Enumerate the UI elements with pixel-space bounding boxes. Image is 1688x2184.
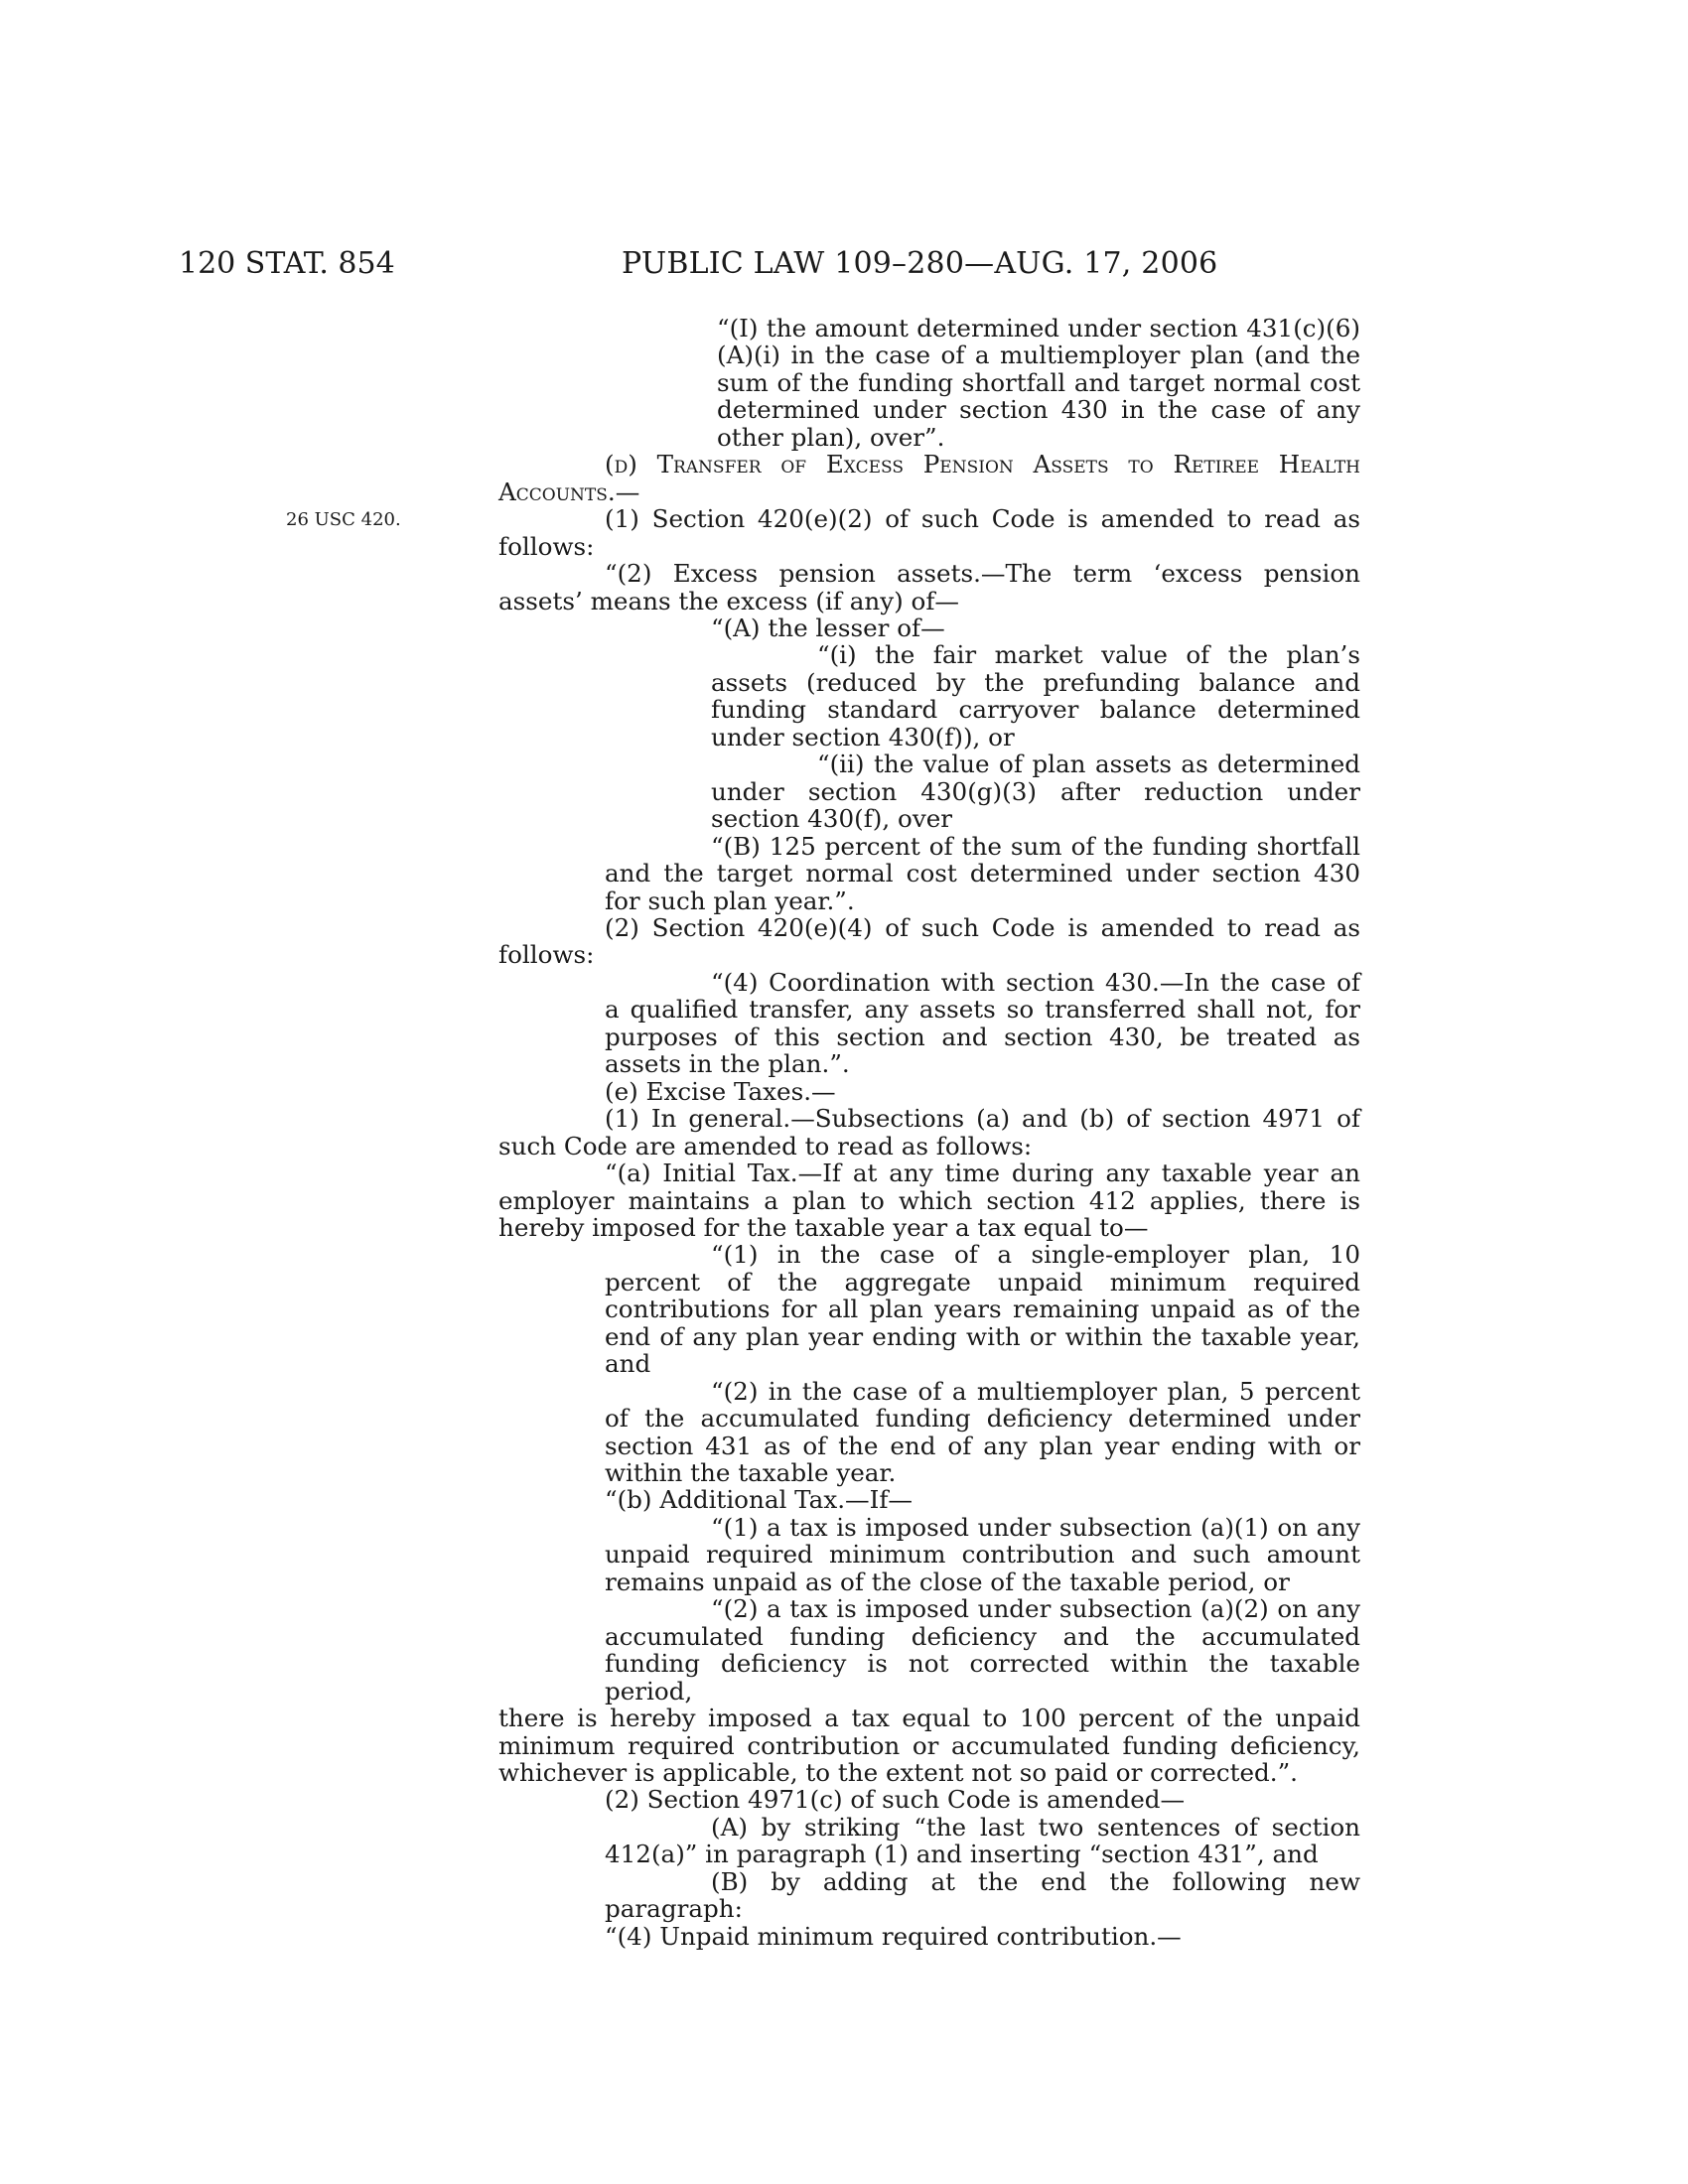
paragraph-17: “(1) a tax is imposed under subsection (a)(1) on any unpaid required minimum contribution and such amount remains unpaid as of the close of the taxable period, or [605,1512,1360,1596]
paragraph-10: “(4) Coordination with section 430.—In the case of a qualified transfer, any assets so transferred shall not, for purposes of this section and section 430, be treated as assets in the plan.”. [605,967,1360,1079]
paragraph-14: “(1) in the case of a single-employer plan, 10 percent of the aggregate unpaid minimum required contributions for all plan years remaining unpaid as of the end of any plan year ending with or within the taxable year, and [605,1240,1360,1379]
paragraph-21: (A) by striking “the last two sentences of section 412(a)” in paragraph (1) and inserting “section 431”, and [605,1812,1360,1869]
paragraph-9: (2) Section 420(e)(4) of such Code is amended to read as follows: [498,912,1360,970]
paragraph-11: (e) Excise Taxes.— [605,1076,836,1106]
paragraph-22: (B) by adding at the end the following new paragraph: [605,1866,1360,1924]
document-body [498,315,1360,1950]
paragraph-23: “(4) Unpaid minimum required contribution.— [605,1921,1182,1951]
paragraph-3: (1) Section 420(e)(2) of such Code is amended to read as follows: [498,504,1360,561]
paragraph-6: “(i) the fair market value of the plan’s assets (reduced by the prefunding balance and funding standard carryover balance determined under section 430(f)), or [711,640,1360,751]
paragraph-18: “(2) a tax is imposed under subsection (a)(2) on any accumulated funding deficiency and the accumulated funding deficiency is not corrected within the taxable period, [605,1594,1360,1706]
paragraph-2: (d) Transfer of Excess Pension Assets to Retiree Health Accounts.— [498,450,1360,506]
margin-citation: 26 USC 420. [286,509,401,530]
paragraph-8: “(B) 125 percent of the sum of the funding shortfall and the target normal cost determined under section 430 for such plan year.”. [605,831,1360,915]
paragraph-16: “(b) Additional Tax.—If— [605,1485,914,1515]
page-header [0,246,1688,286]
paragraph-5: “(A) the lesser of— [711,613,945,642]
paragraph-15: “(2) in the case of a multiemployer plan, 5 percent of the accumulated funding deficiency determined under section 431 as of the end of any plan year ending with or within the taxable year. [605,1376,1360,1488]
paragraph-12: (1) In general.—Subsections (a) and (b) of section 4971 of such Code are amended to read as follows: [498,1104,1360,1160]
paragraph-4: “(2) Excess pension assets.—The term ‘excess pension assets’ means the excess (if any) of— [498,559,1360,615]
paragraph-19: there is hereby imposed a tax equal to 100 percent of the unpaid minimum required contribution or accumulated funding deficiency, whichever is applicable, to the extent not so paid or corrected.”. [498,1704,1360,1788]
statute-page-number: 120 STAT. 854 [179,246,395,281]
paragraph-7: “(ii) the value of plan assets as determined under section 430(g)(3) after reduction under section 430(f), over [711,750,1360,834]
paragraph-20: (2) Section 4971(c) of such Code is amended— [605,1785,1186,1815]
paragraph-1: “(I) the amount determined under section 431(c)(6)(A)(i) in the case of a multiemployer plan (and the sum of the funding shortfall and target normal cost determined under section 430 in the case of any other plan), over”. [717,314,1360,452]
public-law-title: PUBLIC LAW 109–280—AUG. 17, 2006 [622,246,1218,281]
paragraph-13: “(a) Initial Tax.—If at any time during any taxable year an employer maintains a plan to which section 412 applies, there is hereby imposed for the taxable year a tax equal to— [498,1159,1360,1242]
